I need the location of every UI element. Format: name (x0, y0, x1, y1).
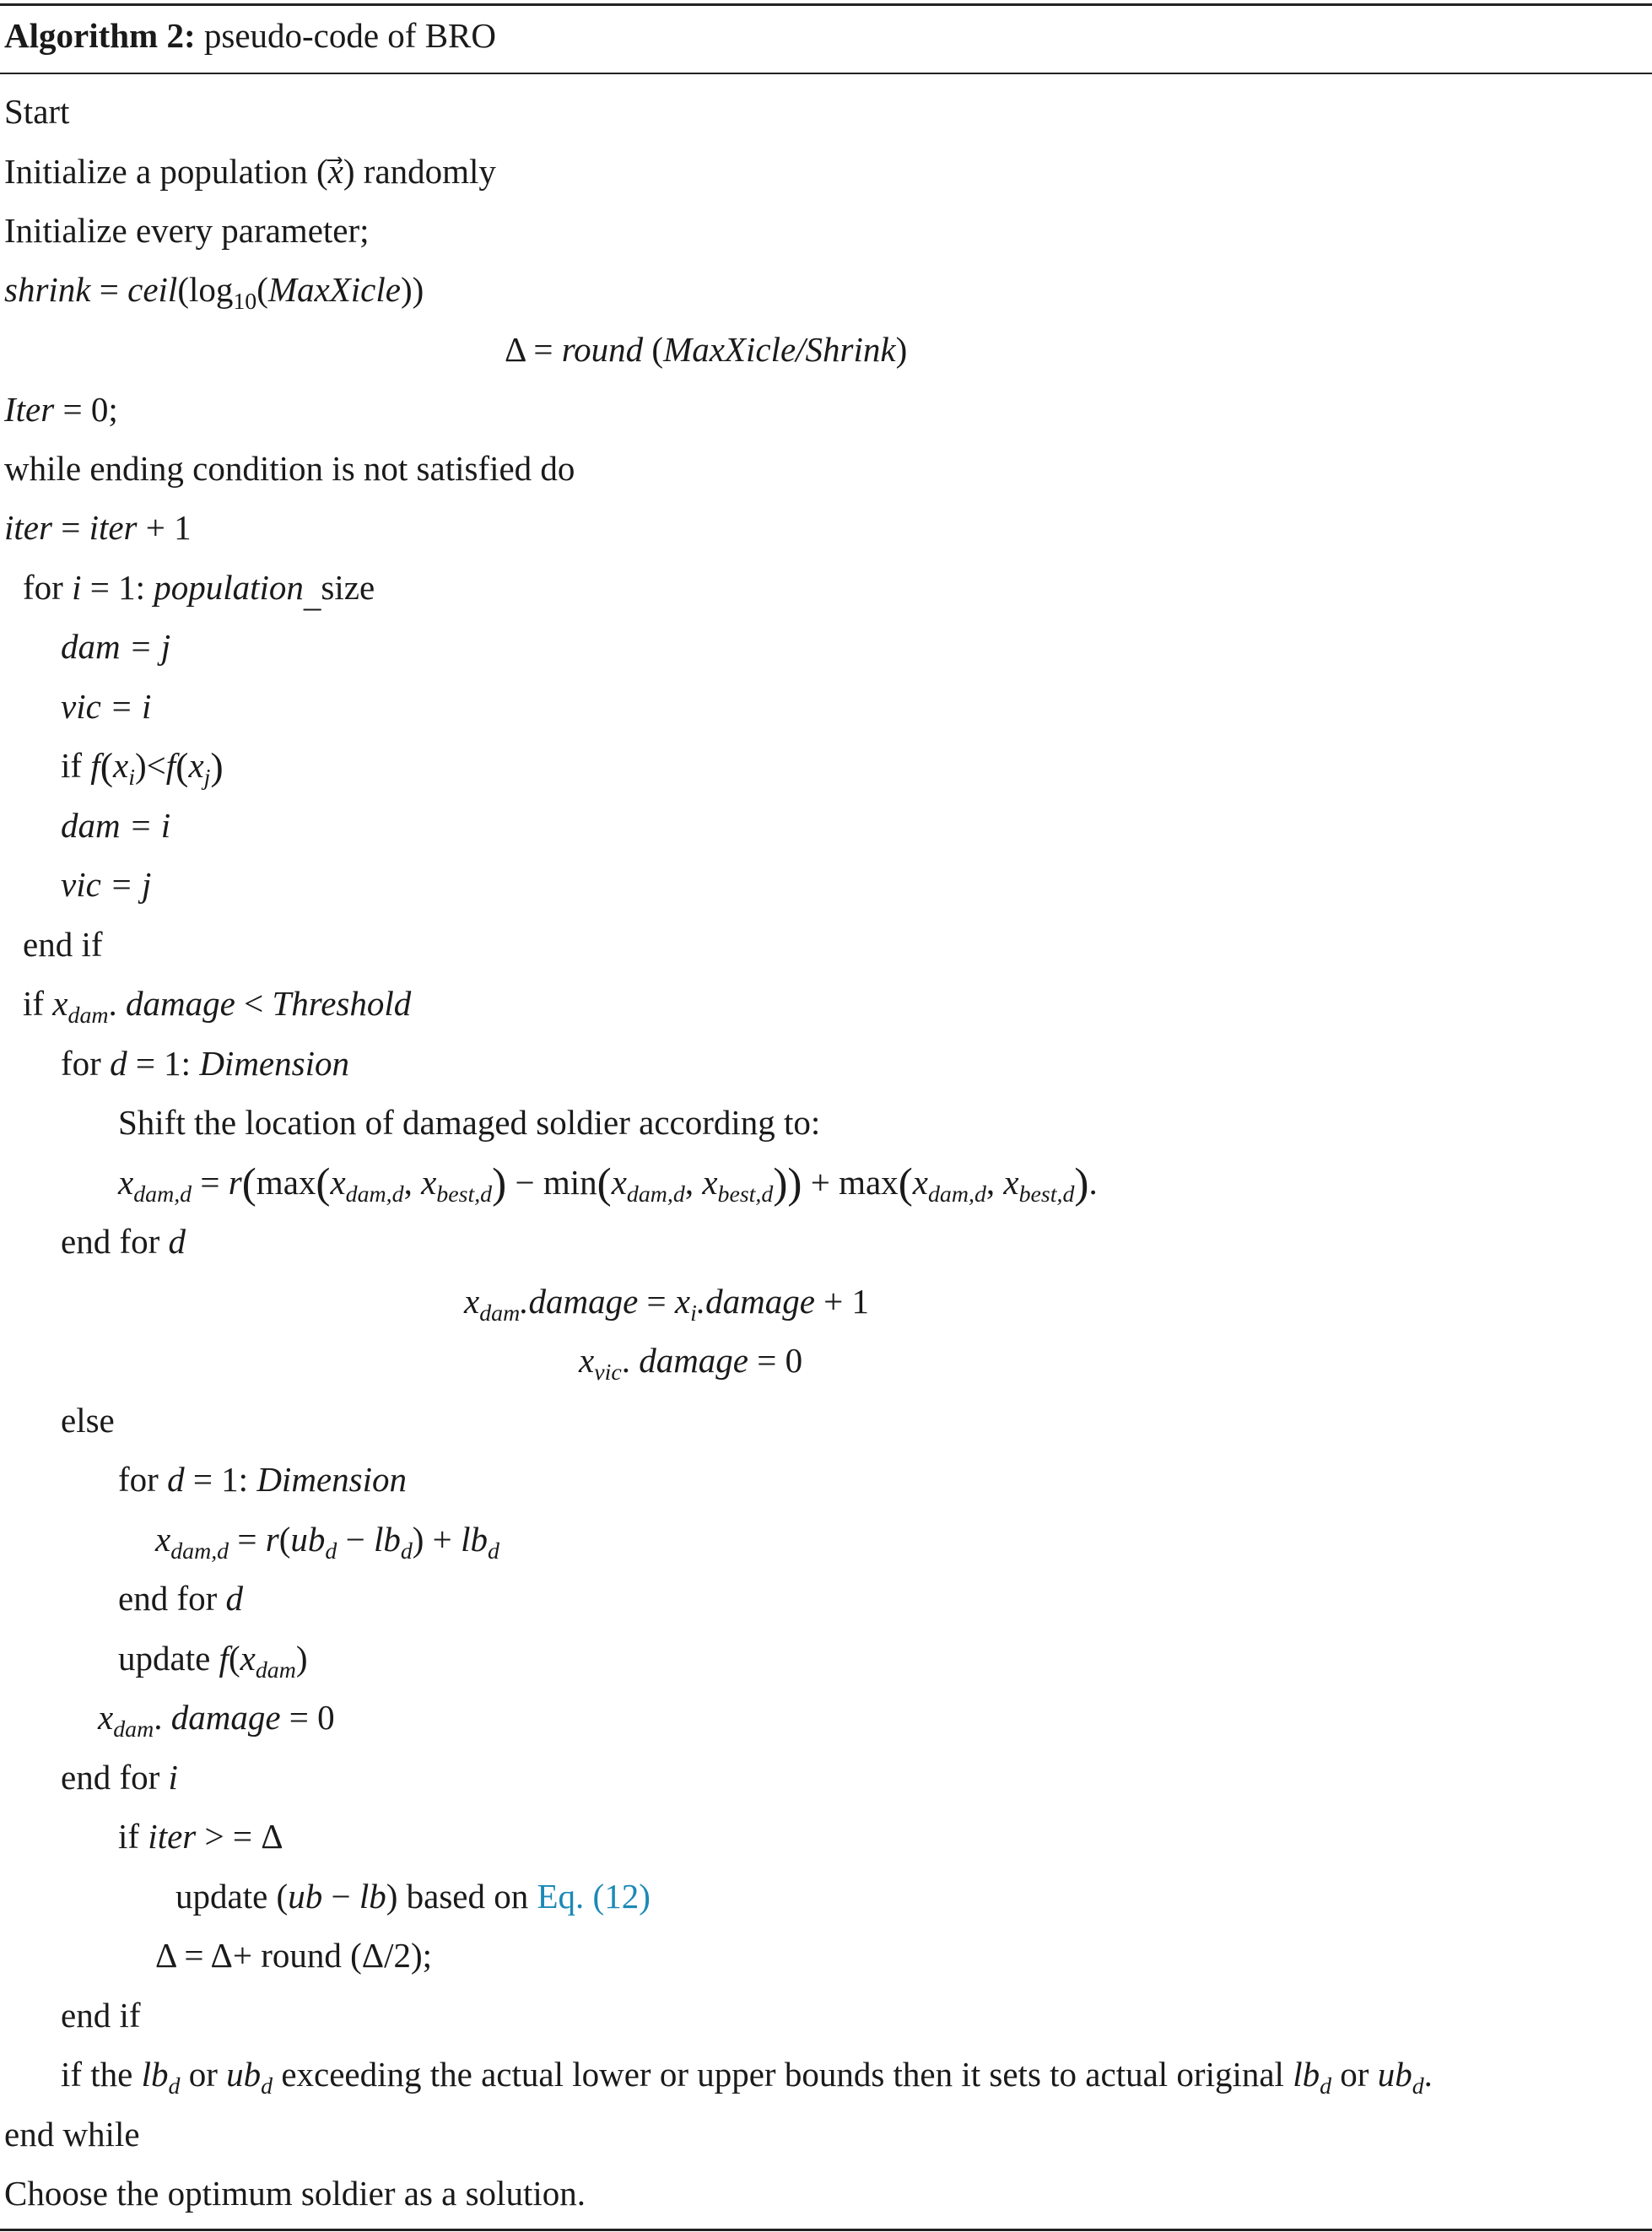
line-start: Start (4, 92, 70, 131)
line-shrink: shrink = $ceil(\log_{10}(MaxXicle))$ (4, 270, 424, 315)
line-damage-reset: $x_{dam}$. damage = 0 (98, 1698, 335, 1743)
line-delta-update: Δ = Δ+ round (Δ/2); (155, 1936, 433, 1975)
line-vic-i: vic = i (61, 687, 152, 726)
line-end-while: end while (4, 2115, 140, 2154)
line-shift: Shift the location of damaged soldier according to: (118, 1103, 821, 1142)
line-damage-update: $x_{dam}.damage$ = $x_i.damage + 1$ (464, 1282, 870, 1327)
line-shift-equation: $x_{dam,d} = r(\max(x_{dam,d}$, $x_{best,d}) - \min(x_{dam,d}$, $x_{best,d})) + \max(x_{dam,d}$, $x_{best,d}$). (118, 1159, 1098, 1208)
line-victim-damage: $x_{vic}$. damage = 0 (579, 1341, 803, 1386)
line-else: else (61, 1401, 115, 1440)
line-end-if-2: end if (61, 1996, 141, 2035)
line-dam-i: dam = i (61, 806, 171, 845)
line-iter-zero: Iter = 0; (4, 390, 118, 429)
line-update-f: update $f(x_{dam})$ (118, 1639, 308, 1683)
line-delta-init: Δ = round (MaxXicle/Shrink) (505, 330, 908, 369)
line-for-i: for i = 1: population_size (23, 568, 375, 614)
line-iter-increment: iter = iter + 1 (4, 508, 192, 547)
line-update-bounds: update (ub − lb) based on Eq. (12) (175, 1877, 651, 1916)
line-dam-j: dam = j (61, 627, 171, 666)
line-end-for-d-1: end for d (61, 1222, 186, 1261)
algorithm-label: Algorithm 2: (4, 16, 196, 55)
algorithm-caption (4, 16, 497, 55)
line-if-compare: if $f(x_i)<f(x_j)$ (61, 744, 224, 791)
equation-12-link[interactable]: Eq. (12) (537, 1877, 651, 1916)
line-while: while ending condition is not satisfied do (4, 449, 575, 488)
bottom-rule (0, 2229, 1652, 2231)
algorithm-title: pseudo-code of BRO (203, 16, 497, 55)
line-init-population: Initialize a population (x) randomly (4, 152, 496, 191)
line-end-for-d-2: end for d (118, 1579, 244, 1618)
line-choose: Choose the optimum soldier as a solution. (4, 2174, 586, 2213)
line-if-threshold: if $x_{dam}$. damage < Threshold (23, 984, 412, 1029)
line-for-d-1: for d = 1: Dimension (61, 1044, 349, 1083)
line-vic-j: vic = j (61, 865, 152, 904)
line-bounds-check: if the $lb_d$ or $ub_d$ exceeding the actual lower or upper bounds then it sets to actual original $lb_d$ or $ub_d$. (61, 2055, 1433, 2100)
header-rule (0, 73, 1652, 74)
line-if-iter: if iter > = Δ (118, 1817, 283, 1856)
line-end-if-1: end if (23, 925, 103, 964)
line-random-reposition: $x_{dam,d} = r(ub_d - lb_d) + lb_d$ (155, 1520, 499, 1565)
line-end-for-i: end for i (61, 1758, 178, 1797)
line-init-params: Initialize every parameter; (4, 211, 370, 250)
top-rule (0, 3, 1652, 6)
line-for-d-2: for d = 1: Dimension (118, 1460, 407, 1499)
